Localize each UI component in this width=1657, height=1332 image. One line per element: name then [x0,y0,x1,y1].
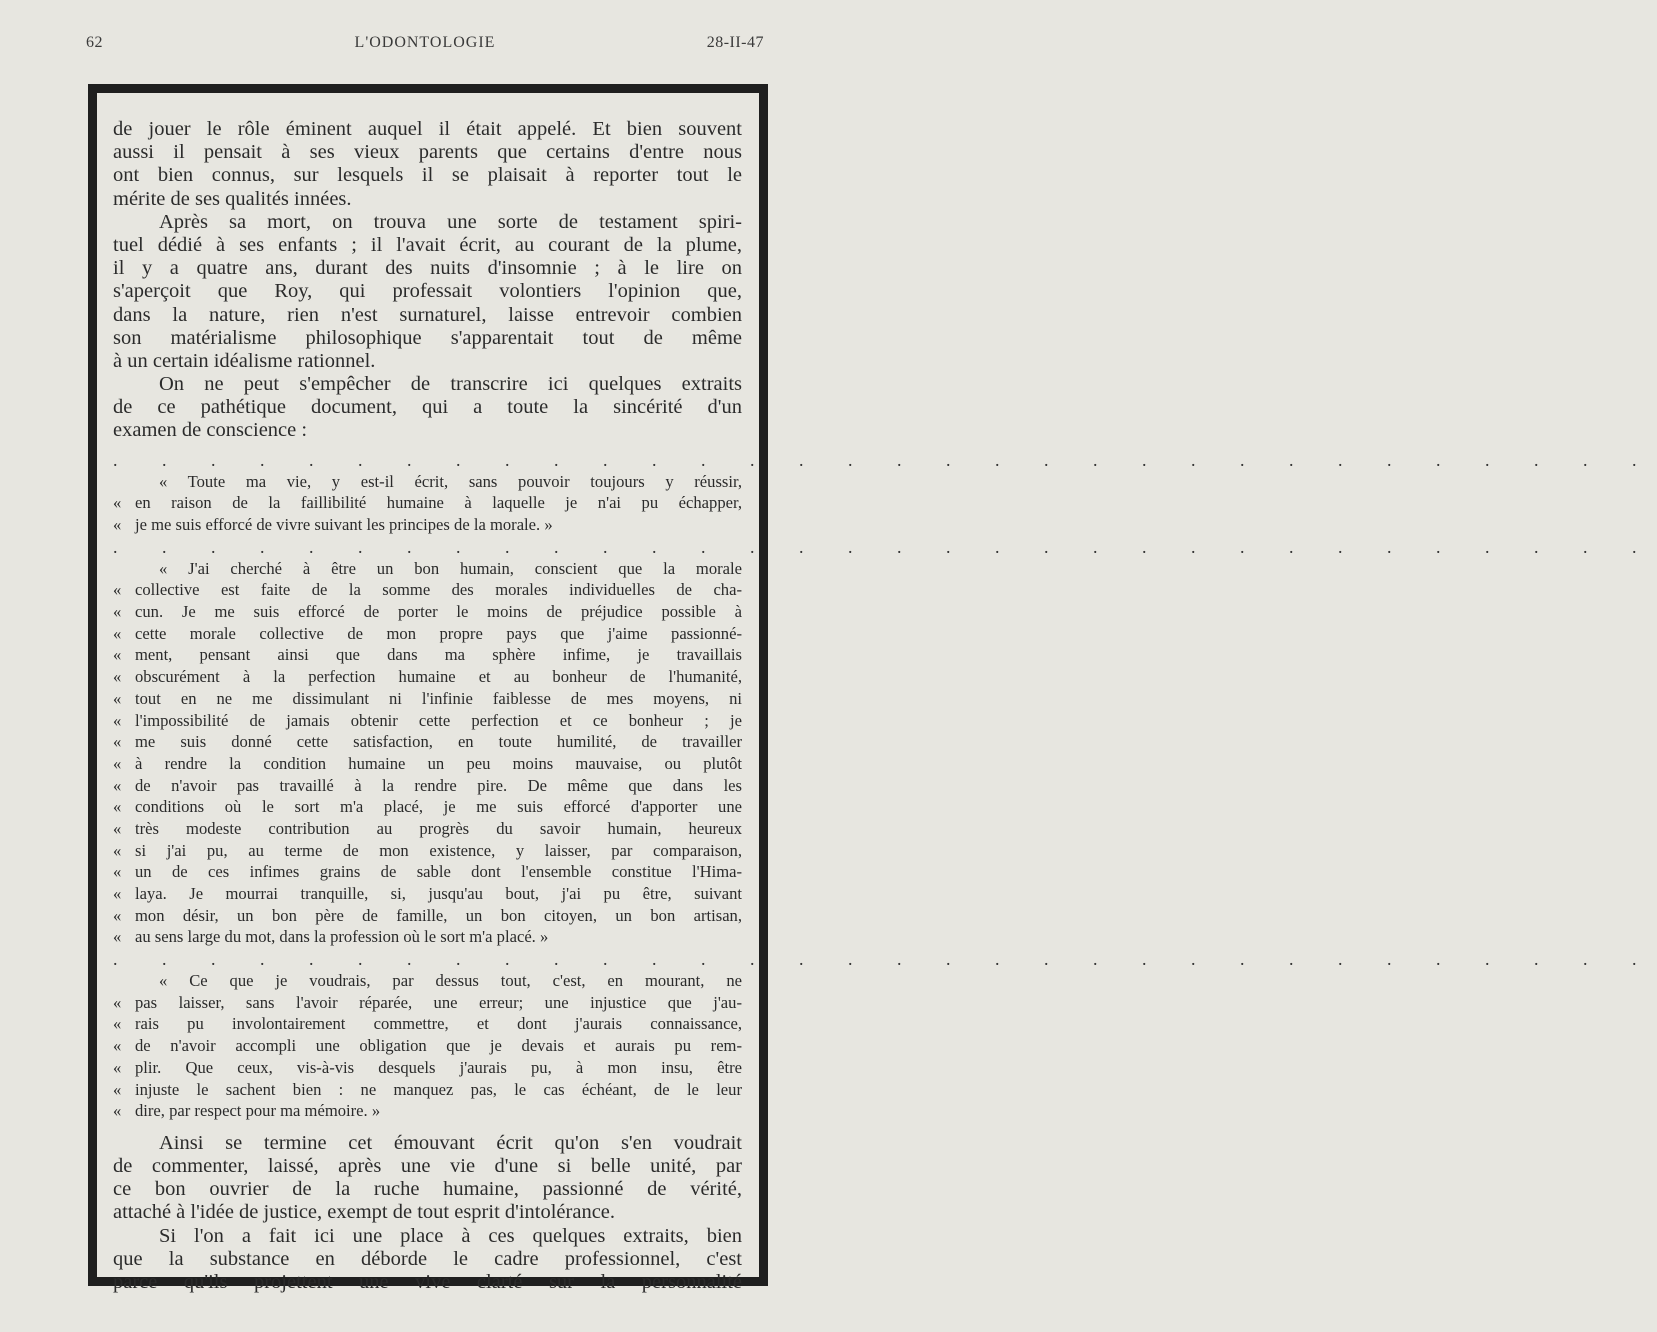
body-text-line: de commenter, laissé, après une vie d'une si belle unité, par [113,1155,742,1178]
guillemet-mark: « [113,580,122,600]
guillemet-mark: « [113,884,122,903]
guillemet-mark [113,471,135,493]
body-text-line: ont bien connus, sur lesquels il se plaisait à reporter tout le [113,164,742,187]
quote-line [113,471,742,493]
guillemet-mark: « [113,862,122,882]
body-text-line: Après sa mort, on trouva une sorte de testament spiri- [159,210,742,233]
issue-date: 28-II-47 [706,34,764,51]
guillemet-mark: « [113,818,122,838]
body-text-line: Si l'on a fait ici une place à ces quelques extraits, bien [159,1224,742,1247]
ellipsis-row: . . . . . . . . . . . . . . . . . . . . . . . . . . . . . . . . [113,949,1657,970]
body-text-line: aussi il pensait à ses vieux parents que certains d'entre nous [113,141,742,164]
quote-text: un de ces infimes grains de sable dont l'ensemble constitue l'Hima- [135,862,742,882]
ellipsis-row: . . . . . . . . . . . . . . . . . . . . . . . . . . . . . . . . [113,536,1657,557]
body-text-line: Ainsi se termine cet émouvant écrit qu'on s'en voudrait [159,1131,742,1154]
quote-line [113,926,742,948]
guillemet-mark: « [113,753,122,773]
quote-text: si j'ai pu, au terme de mon existence, y laisser, par comparaison, [135,840,742,860]
quote-line [113,688,742,710]
quote-text: laya. Je mourrai tranquille, si, jusqu'au bout, j'ai pu être, suivant [135,884,742,903]
quote-line [113,514,742,536]
guillemet-mark: « [113,797,122,817]
journal-title: L'ODONTOLOGIE [354,34,496,51]
quote-line [113,840,742,862]
quote-text: au sens large du mot, dans la profession où le sort m'a placé. » [135,927,549,947]
body-text-line: attaché à l'idée de justice, exempt de tout esprit d'intolérance. [113,1201,616,1224]
guillemet-mark: « [113,732,122,752]
quote-line [113,601,742,623]
guillemet-mark: « [113,775,122,795]
ellipsis-row: . . . . . . . . . . . . . . . . . . . . . . . . . . . . . . . . [113,449,1657,470]
quote-text: de n'avoir accompli une obligation que je devais et aurais pu rem- [135,1036,742,1056]
quote-text: ment, pensant ainsi que dans ma sphère infime, je travaillais [135,645,742,665]
quote-text: cette morale collective de mon propre pays que j'aime passionné- [135,623,742,643]
guillemet-mark: « [113,493,122,513]
quote-text: « Toute ma vie, y est-il écrit, sans pouvoir toujours y réussir, [159,471,742,491]
body-text-line: son matérialisme philosophique s'apparentait tout de même [113,326,742,349]
quote-text: très modeste contribution au progrès du savoir humain, heureux [135,818,742,838]
quote-line [113,753,742,775]
quote-text: à rendre la condition humaine un peu moins mauvaise, ou plutôt [135,753,742,773]
quote-line [113,1035,742,1057]
quote-line [113,1013,742,1035]
body-text-line: parce qu'ils projettent une vive clarté sur la personnalité [113,1271,742,1293]
guillemet-mark: « [113,840,122,860]
quote-text: en raison de la faillibilité humaine à laquelle je n'ai pu échapper, [135,493,742,513]
guillemet-mark: « [113,1057,122,1077]
quote-line [113,861,742,883]
quote-line [113,905,742,927]
running-header [86,34,764,58]
quote-line [113,666,742,688]
quote-line [113,1100,742,1122]
quote-text: « J'ai cherché à être un bon humain, conscient que la morale [159,558,742,578]
guillemet-mark: « [113,515,122,534]
body-text-line: On ne peut s'empêcher de transcrire ici quelques extraits [159,373,742,396]
quote-text: tout en ne me dissimulant ni l'infinie faiblesse de mes moyens, ni [135,688,742,708]
quote-text: je me suis efforcé de vivre suivant les principes de la morale. » [135,515,553,534]
quote-line [113,623,742,645]
page-number: 62 [86,34,103,51]
quote-text: plir. Que ceux, vis-à-vis desquels j'aurais pu, à mon insu, être [135,1057,742,1077]
body-text-line: examen de conscience : [113,419,308,442]
quote-text: me suis donné cette satisfaction, en toute humilité, de travailler [135,732,742,752]
body-text-line: de ce pathétique document, qui a toute la sincérité d'un [113,396,742,419]
guillemet-mark: « [113,927,122,947]
body-text-line: tuel dédié à ses enfants ; il l'avait écrit, au courant de la plume, [113,233,742,256]
body-text-line: s'aperçoit que Roy, qui professait volontiers l'opinion que, [113,280,742,303]
quote-text: pas laisser, sans l'avoir réparée, une erreur; une injustice que j'au- [135,992,742,1012]
guillemet-mark: « [113,1101,122,1121]
quote-line [113,579,742,601]
quote-text: rais pu involontairement commettre, et dont j'aurais connaissance, [135,1014,742,1034]
quote-line [113,992,742,1014]
quote-line [113,883,742,905]
quote-line [113,818,742,840]
guillemet-mark: « [113,905,122,925]
quote-line [113,1079,742,1101]
quote-text: collective est faite de la somme des morales individuelles de cha- [135,580,742,600]
quote-text: conditions où le sort m'a placé, je me suis efforcé d'apporter une [135,797,742,817]
guillemet-mark: « [113,623,122,643]
quote-text: cun. Je me suis efforcé de porter le moins de préjudice possible à [135,602,742,622]
quote-text: l'impossibilité de jamais obtenir cette perfection et ce bonheur ; je [135,710,742,730]
quote-text: injuste le sachent bien : ne manquez pas, le cas échéant, de le leur [135,1079,742,1099]
body-text-line: mérite de ses qualités innées. [113,187,352,210]
article-body [113,118,1657,1294]
body-text-line: dans la nature, rien n'est surnaturel, laisse entrevoir combien [113,303,742,326]
body-text-line: il y a quatre ans, durant des nuits d'insomnie ; à le lire on [113,257,742,280]
guillemet-mark: « [113,1014,122,1034]
quote-text: dire, par respect pour ma mémoire. » [135,1101,381,1121]
quote-line [113,731,742,753]
guillemet-mark: « [113,667,122,687]
quote-line [113,775,742,797]
body-text-line: que la substance en déborde le cadre professionnel, c'est [113,1247,742,1270]
body-text-line: ce bon ouvrier de la ruche humaine, passionné de vérité, [113,1178,742,1201]
quote-line [113,492,742,514]
quote-line [113,970,742,992]
quote-line [113,1057,742,1079]
guillemet-mark: « [113,1036,122,1056]
quote-line [113,796,742,818]
guillemet-mark [113,970,135,992]
guillemet-mark: « [113,688,122,708]
quote-line [113,710,742,732]
quote-text: mon désir, un bon père de famille, un bon citoyen, un bon artisan, [135,905,742,925]
guillemet-mark: « [113,1079,122,1099]
quote-line [113,644,742,666]
guillemet-mark: « [113,992,122,1012]
body-text-line: à un certain idéalisme rationnel. [113,349,376,372]
quote-text: obscurément à la perfection humaine et au bonheur de l'humanité, [135,667,742,687]
guillemet-mark: « [113,645,122,665]
quote-text: de n'avoir pas travaillé à la rendre pire. De même que dans les [135,775,742,795]
quote-line [113,558,742,580]
guillemet-mark: « [113,602,122,622]
spacer [113,1122,742,1132]
quote-text: « Ce que je voudrais, par dessus tout, c'est, en mourant, ne [159,971,742,991]
body-text-line: de jouer le rôle éminent auquel il était appelé. Et bien souvent [113,118,742,140]
guillemet-mark: « [113,710,122,730]
guillemet-mark [113,558,135,580]
